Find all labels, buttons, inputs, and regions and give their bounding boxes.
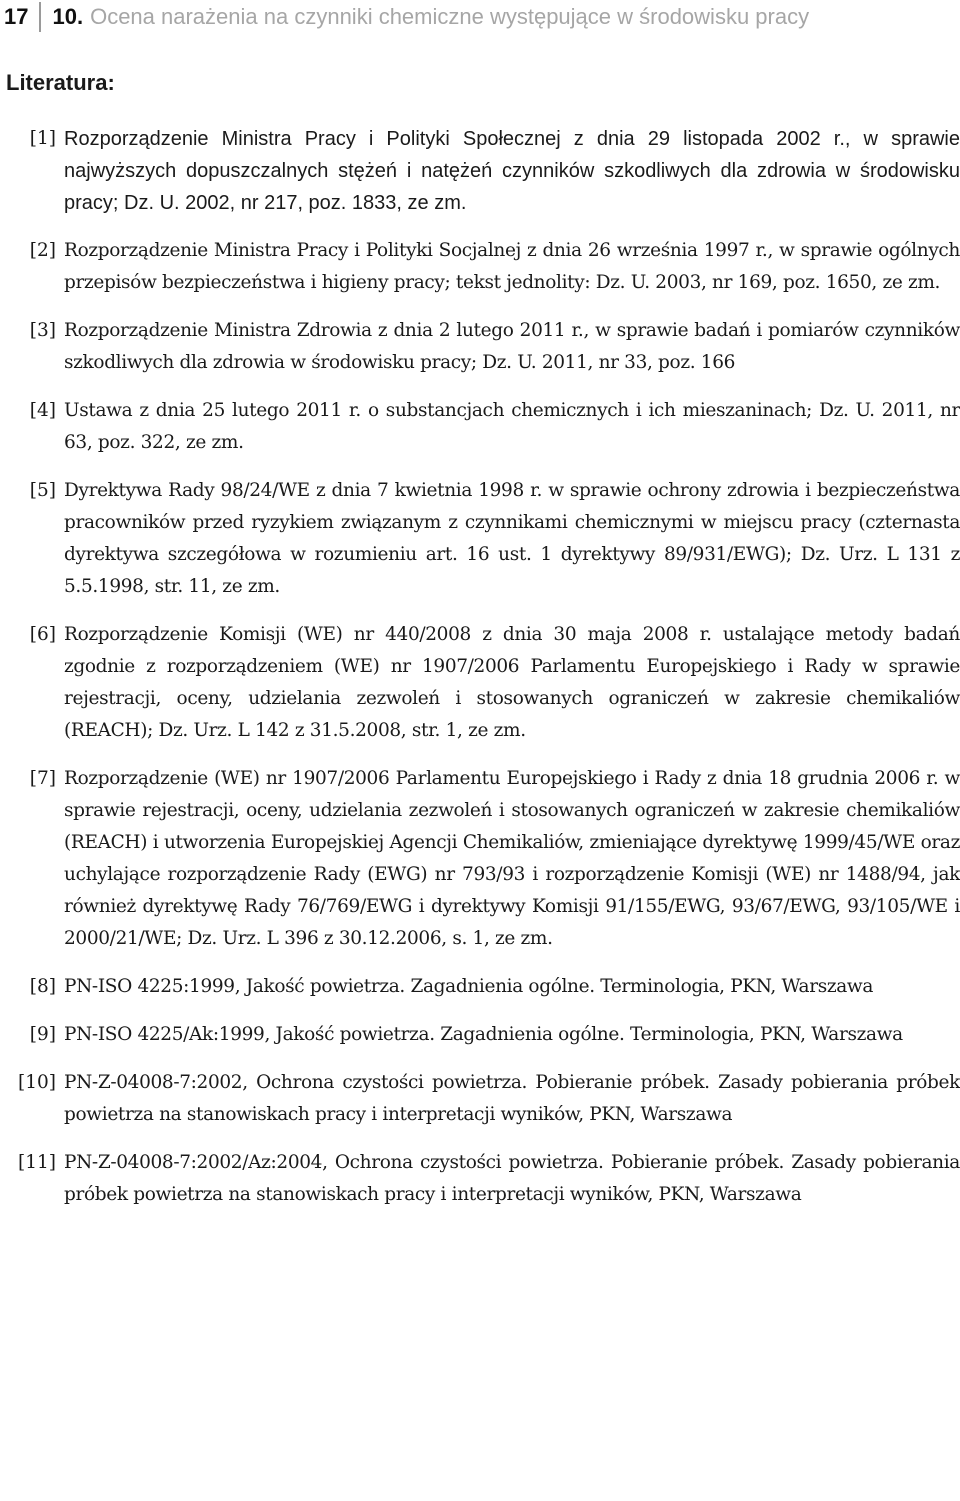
reference-number: [3] xyxy=(29,320,56,341)
reference-number: [6] xyxy=(29,624,56,645)
page-number: 17 xyxy=(4,4,29,29)
chapter-number: 10. xyxy=(52,4,84,29)
reference-number: [1] xyxy=(29,128,56,149)
reference-list xyxy=(0,123,960,1227)
reference-number: [8] xyxy=(29,976,56,997)
reference-text: PN-ISO 4225:1999, Jakość powietrza. Zagadnienia ogólne. Terminologia, PKN, Warszawa xyxy=(64,976,874,997)
reference-item xyxy=(0,1147,960,1211)
reference-item xyxy=(0,1067,960,1131)
reference-item xyxy=(0,395,960,459)
reference-text: Rozporządzenie Ministra Pracy i Polityki Socjalnej z dnia 26 września 1997 r., w sprawie ogólnych przepisów bezpieczeństwa i higieny pracy; tekst jednolity: Dz. U. 2003, nr 169, poz. 1650, ze zm. xyxy=(64,240,960,293)
page-header xyxy=(4,0,809,34)
reference-item xyxy=(0,1019,960,1051)
reference-item xyxy=(0,123,960,219)
reference-item xyxy=(0,619,960,747)
reference-item xyxy=(0,315,960,379)
chapter-title: Ocena narażenia na czynniki chemiczne występujące w środowisku pracy xyxy=(90,4,810,29)
reference-item xyxy=(0,763,960,955)
reference-text: PN-Z-04008-7:2002/Az:2004, Ochrona czystości powietrza. Pobieranie próbek. Zasady pobierania próbek powietrza na stanowiskach pracy i interpretacji wyników, PKN, Warszawa xyxy=(64,1152,960,1205)
reference-text: Rozporządzenie Ministra Pracy i Polityki Społecznej z dnia 29 listopada 2002 r., w sprawie najwyższych dopuszczalnych stężeń i natężeń czynników szkodliwych dla zdrowia w środowisku pracy; Dz. U. 2002, nr 217, poz. 1833, ze zm. xyxy=(64,128,960,214)
reference-text: Ustawa z dnia 25 lutego 2011 r. o substancjach chemicznych i ich mieszaninach; Dz. U. 2011, nr 63, poz. 322, ze zm. xyxy=(64,400,960,453)
reference-number: [7] xyxy=(29,768,56,789)
reference-number: [9] xyxy=(29,1024,56,1045)
reference-text: PN-Z-04008-7:2002, Ochrona czystości powietrza. Pobieranie próbek. Zasady pobierania próbek powietrza na stanowiskach pracy i interpretacji wyników, PKN, Warszawa xyxy=(64,1072,960,1125)
reference-number: [11] xyxy=(18,1152,56,1173)
reference-number: [4] xyxy=(29,400,56,421)
reference-text: Dyrektywa Rady 98/24/WE z dnia 7 kwietnia 1998 r. w sprawie ochrony zdrowia i bezpieczeństwa pracowników przed ryzykiem związanym z czynnikami chemicznymi w miejscu pracy (czternasta dyrektywa szczegółowa w rozumieniu art. 16 ust. 1 dyrektywy 89/931/EWG); Dz. Urz. L 131 z 5.5.1998, str. 11, ze zm. xyxy=(64,480,960,597)
reference-number: [2] xyxy=(29,240,56,261)
section-heading: Literatura: xyxy=(6,70,115,95)
reference-item xyxy=(0,475,960,603)
reference-text: Rozporządzenie (WE) nr 1907/2006 Parlamentu Europejskiego i Rady z dnia 18 grudnia 2006 r. w sprawie rejestracji, oceny, udzielania zezwoleń i stosowanych ograniczeń w zakresie chemikaliów (REACH) i utworzenia Europejskiej Agencji Chemikaliów, zmieniające dyrektywę 1999/45/WE oraz uchylające rozporządzenie Rady (EWG) nr 793/93 i rozporządzenie Komisji (WE) nr 1488/94, jak również dyrektywę Rady 76/769/EWG i dyrektywy Komisji 91/155/EWG, 93/67/EWG, 93/105/WE i 2000/21/WE; Dz. Urz. L 396 z 30.12.2006, s. 1, ze zm. xyxy=(64,768,960,949)
reference-text: Rozporządzenie Ministra Zdrowia z dnia 2 lutego 2011 r., w sprawie badań i pomiarów czynników szkodliwych dla zdrowia w środowisku pracy; Dz. U. 2011, nr 33, poz. 166 xyxy=(64,320,960,373)
reference-number: [5] xyxy=(29,480,56,501)
reference-item xyxy=(0,971,960,1003)
reference-text: PN-ISO 4225/Ak:1999, Jakość powietrza. Zagadnienia ogólne. Terminologia, PKN, Warszawa xyxy=(64,1024,903,1045)
reference-text: Rozporządzenie Komisji (WE) nr 440/2008 z dnia 30 maja 2008 r. ustalające metody badań zgodnie z rozporządzeniem (WE) nr 1907/2006 Parlamentu Europejskiego i Rady w sprawie rejestracji, oceny, udzielania zezwoleń i stosowanych ograniczeń w zakresie chemikaliów (REACH); Dz. Urz. L 142 z 31.5.2008, str. 1, ze zm. xyxy=(64,624,960,741)
reference-item xyxy=(0,235,960,299)
reference-number: [10] xyxy=(18,1072,56,1093)
